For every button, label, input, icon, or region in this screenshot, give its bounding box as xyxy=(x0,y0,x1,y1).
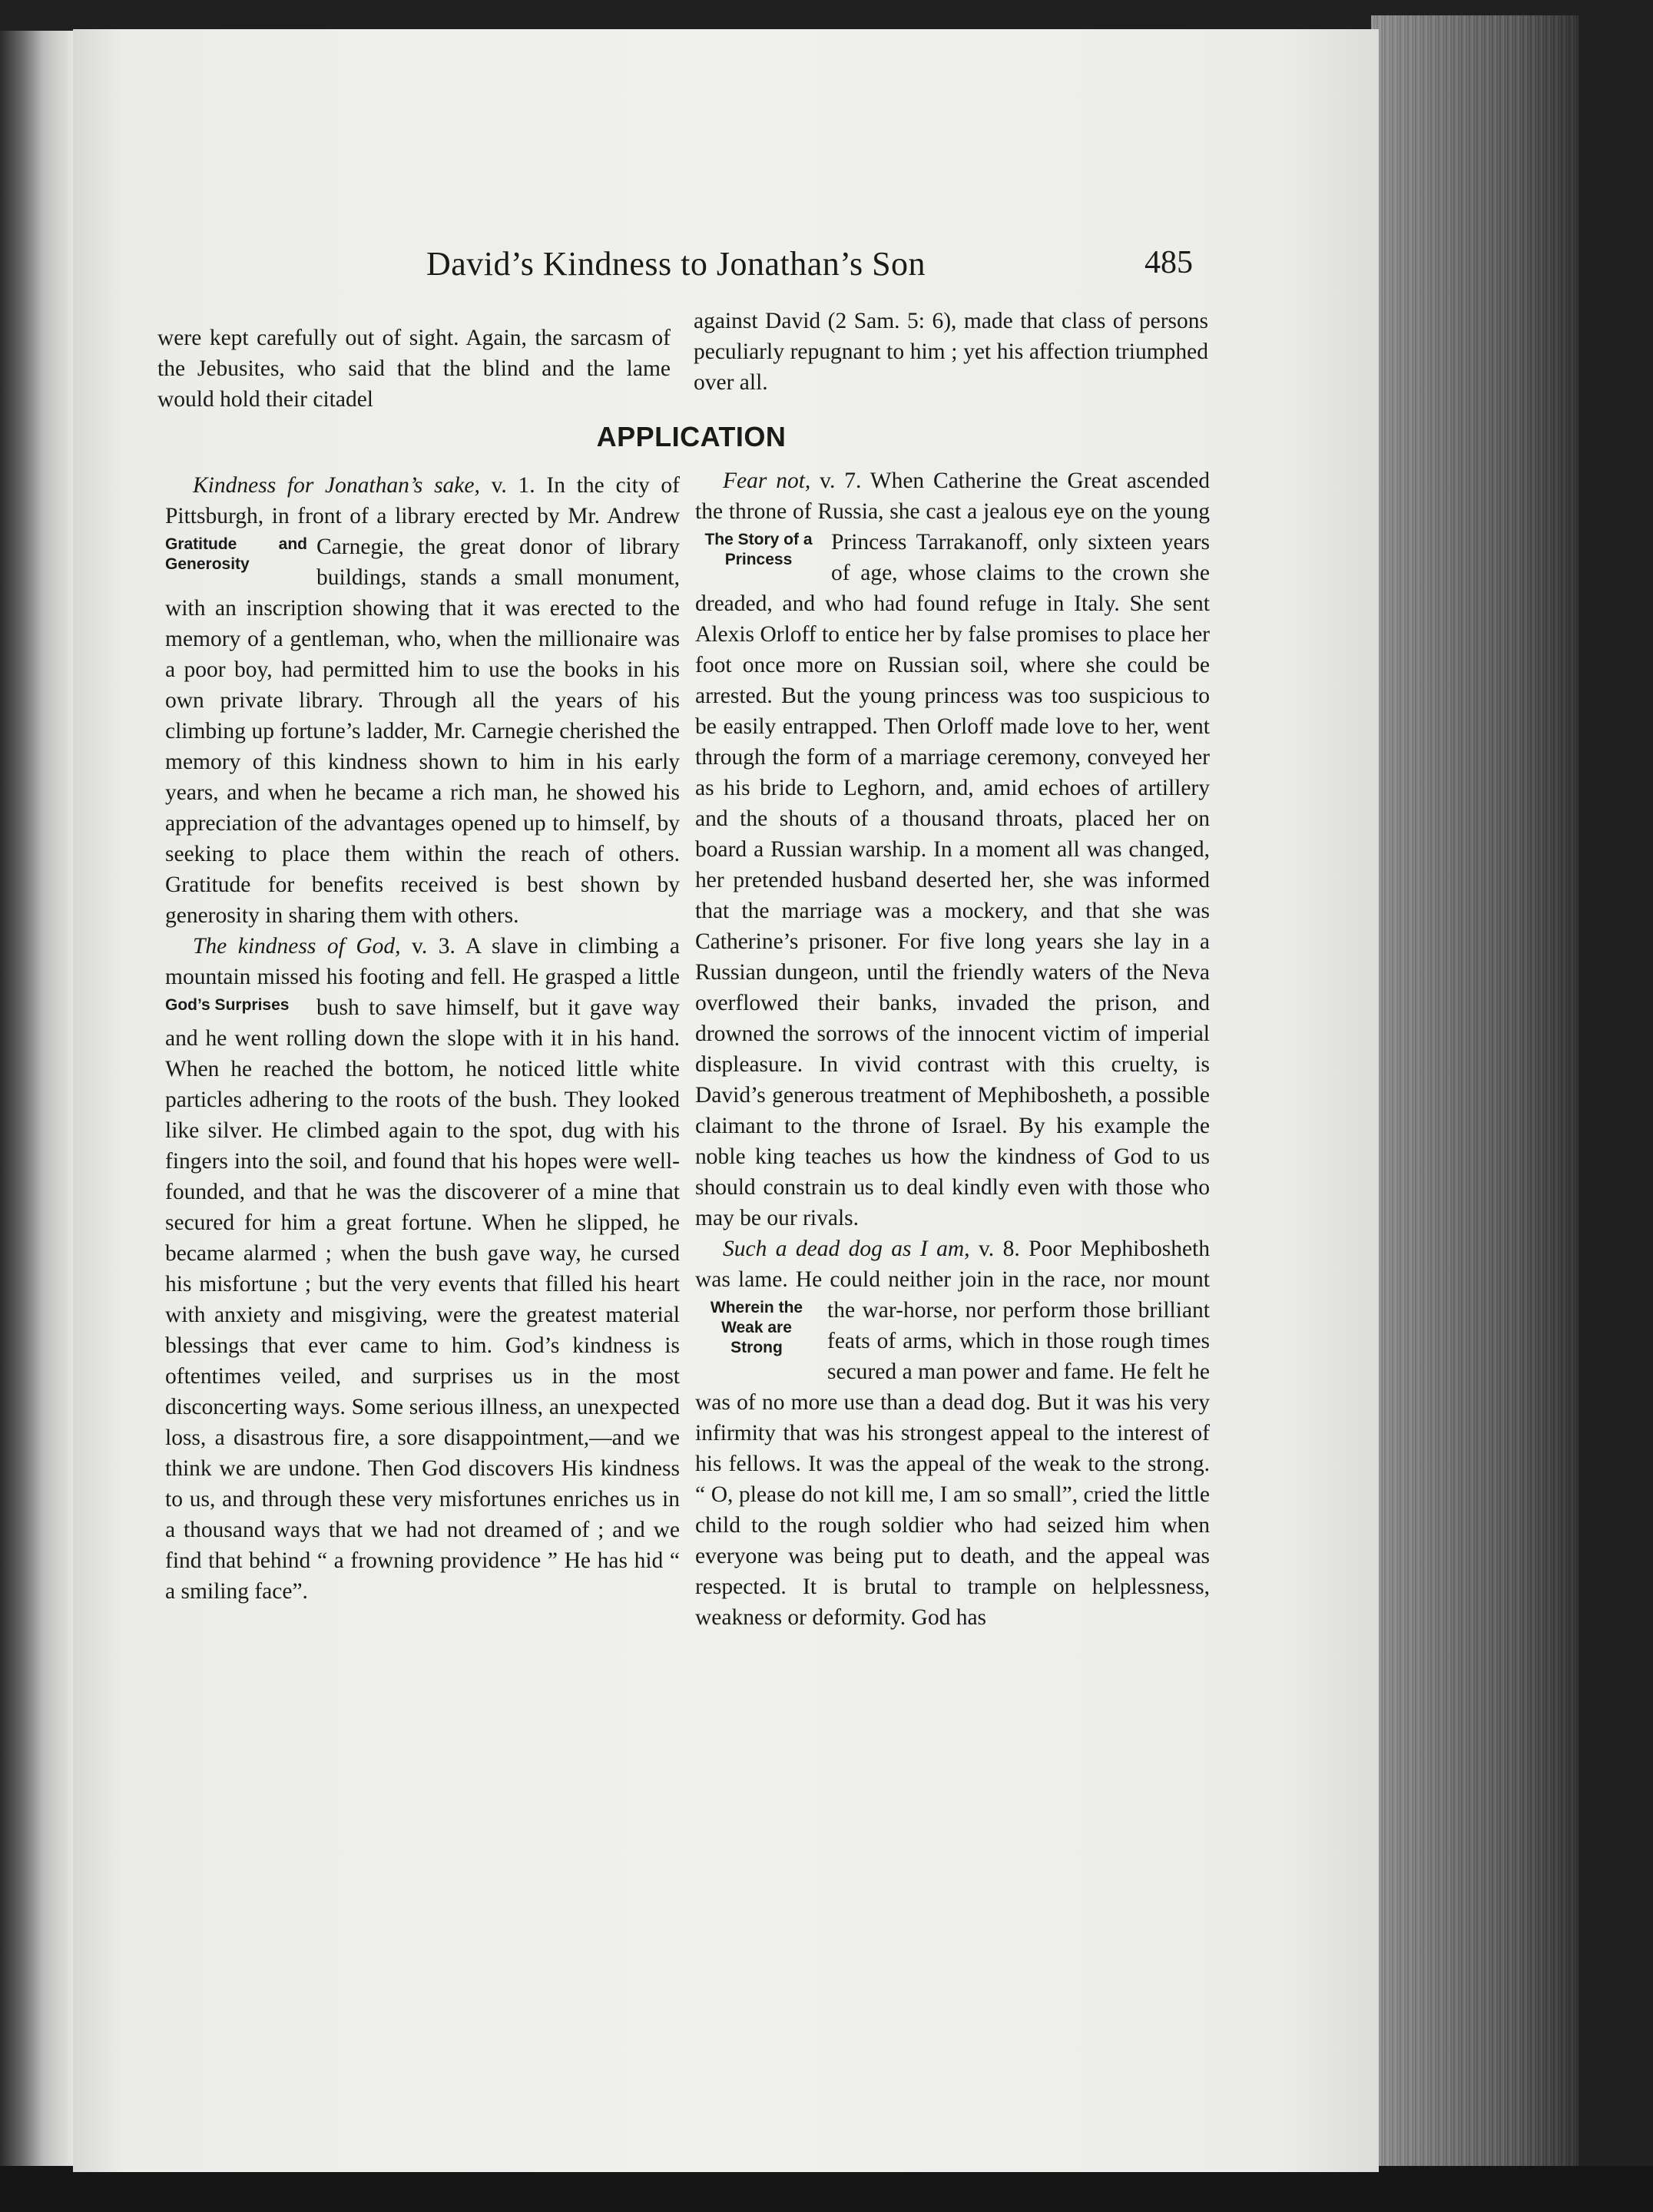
paragraph-text: self, but it gave way and he went rolling down the slope with it in his hand. When he reached the bottom, he noticed little white particles adhering to the roots of the bush. They looked like silver. He climbed again to the spot, dug with his fingers into the soil, and found that his hopes were well-founded, and that he was the discoverer of a mine that secured for him a great fortune. When he slipped, he became alarmed ; when the bush gave way, he cursed his misfortune ; but the very events that filled his heart with anxiety and misgiving, were the greatest material blessings that ever came to him. God’s kindness is oftentimes veiled, and surprises us in the most disconcerting ways. Some serious illness, an unexpected loss, a disastrous fire, a sore disappointment,—and we think we are undone. Then God discovers His kindness to us, and through these very misfortunes enriches us in a thousand ways that we had not dreamed of ; and we find that behind “ a frowning providence ” He has hid “ a smiling face”. xyxy=(165,995,680,1604)
paragraph-text: perform those brilliant feats of arms, which in those rough times secured a man power and fame. He felt he was of no more use than a dead dog. But it was his very infirmity that was his strongest appeal to the interest of his fellows. It was the appeal of the weak to the strong. “ O, please do not kill me, I am so small”, cried the little child to the rough soldier who had seized him when everyone was being put to death, and the appeal was respected. It is brutal to trample on helplessness, weakness or deformity. God has xyxy=(695,1298,1210,1630)
paragraph-fear-not xyxy=(695,465,1210,1233)
paragraph-text: v. 7. When Catherine the Great ascended the throne of Russia, she cast a jealous eye on the young Princess Tarra xyxy=(695,469,1210,555)
continuation-left-text: were kept carefully out of sight. Again, the sarcasm of the Jebusites, who said that the blind and the lame would hold their citadel xyxy=(157,326,671,412)
paragraph-text: kanoff, only sixteen years of age, whose claims to the crown she dreaded, and who had found refuge in Italy. She sent Alexis Orloff to entice her by false promises to place her foot once more on Russian soil, where she could be arrested. But the young princess was too suspicious to be easily entrapped. Then Orloff made love to her, went through the form of a marriage ceremony, conveyed her as his bride to Leghorn, and, amid echoes of artillery and the shouts of a thousand throats, placed her on board a Russian warship. In a moment all was changed, her pretended husband deserted her, she was informed that the marriage was a mockery, and that she was Catherine’s prisoner. For five long years she lay in a Russian dungeon, until the friendly waters of the Neva overflowed their banks, invaded the prison, and drowned the sorrows of the innocent victim of imperial displeasure. In vivid contrast with this cruelty, is David’s generous treatment of Mephibosheth, a possible claimant to the throne of Israel. By his example the noble king teaches us how the kindness of God to us should constrain us to deal kindly even with those who may be our rivals. xyxy=(695,530,1210,1230)
paragraph-text: v. 1. In the city of Pittsburgh, in front of a library erected by Mr. Andrew Carnegie, the great xyxy=(165,473,680,559)
page-number: 485 xyxy=(1145,245,1193,280)
section-heading: APPLICATION xyxy=(596,421,787,452)
paragraph-lead: Such a dead dog as I am, xyxy=(723,1237,970,1261)
paragraph-text: v. 3. A slave in climbing a mountain missed his footing and fell. He grasped a little bush to save him xyxy=(165,934,681,1020)
right-column xyxy=(695,465,1210,1633)
margin-note-gratitude: Gratitude and Generosity xyxy=(165,535,307,573)
scan-bottom-margin xyxy=(0,2166,1653,2212)
continuation-right xyxy=(694,306,1208,398)
book-fore-edge xyxy=(1371,15,1578,2166)
paragraph-lead: Fear not, xyxy=(723,469,811,493)
facing-page-edge xyxy=(0,31,73,2166)
margin-note-princess: The Story of a Princess xyxy=(704,531,813,568)
paragraph-text: donor of library buildings, stands a small monument, with an inscription showing that it was erected to the memory of a gentleman, who, when the millionaire was a poor boy, had permitted him to use the books in his own private library. Through all the years of his climbing up fortune’s ladder, Mr. Carnegie cherished the memory of this kindness shown to him in his early years, and when he became a rich man, he showed his appreciation of the advantages opened up to himself, by seeking to place them within the reach of others. Gratitude for benefits received is best shown by generosity in sharing them with others. xyxy=(165,535,680,928)
continuation-right-text: against David (2 Sam. 5: 6), made that class of persons peculiarly repugnant to him ; yet his affection triumphed over all. xyxy=(694,309,1208,395)
paragraph-lead: The kindness of God, xyxy=(193,934,401,959)
margin-note-weak-strong: Wherein the Weak are Strong xyxy=(710,1299,803,1356)
paragraph-kindness-for-jonathan xyxy=(165,470,680,931)
continuation-left xyxy=(157,323,671,415)
paragraph-text: v. 8. Poor Mephibosheth was lame. He could neither join in the race, nor mount the war-horse, nor xyxy=(695,1237,1211,1323)
paragraph-dead-dog xyxy=(695,1233,1210,1633)
margin-note-gods-surprises: God’s Surprises xyxy=(165,996,290,1014)
left-column xyxy=(165,470,680,1607)
running-title: David’s Kindness to Jonathan’s Son xyxy=(426,245,926,283)
paragraph-lead: Kindness for Jonathan’s sake, xyxy=(193,473,480,498)
paragraph-kindness-of-god xyxy=(165,931,680,1607)
